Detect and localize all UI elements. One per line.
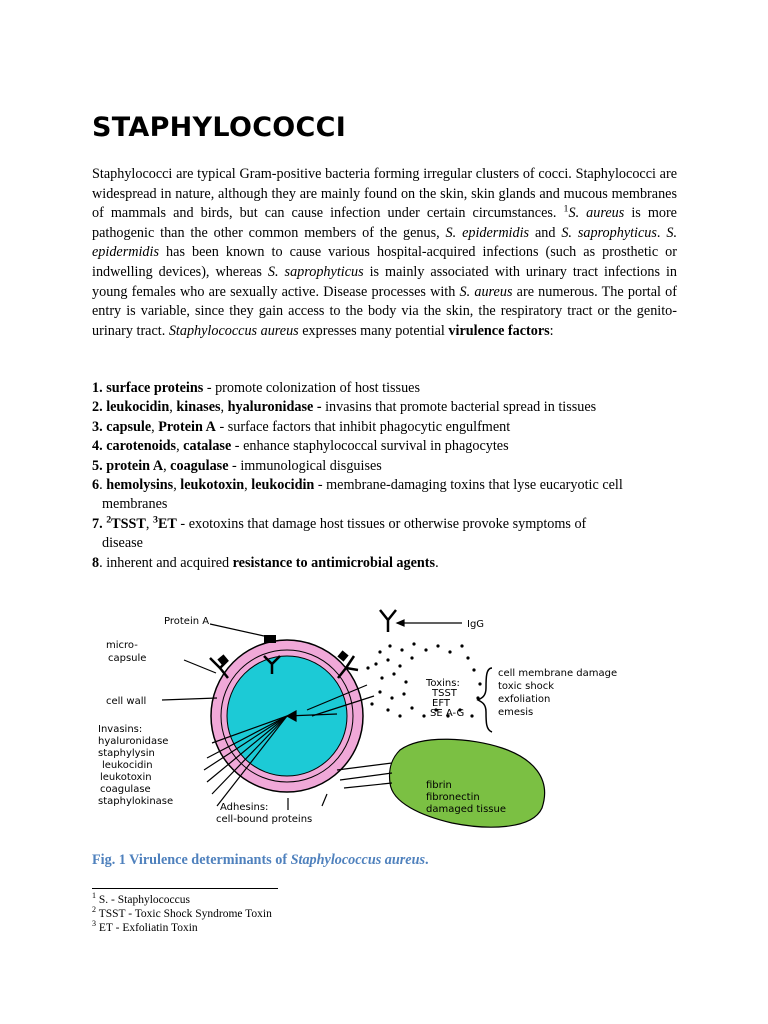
list-item xyxy=(92,554,682,573)
list-item: 5. protein A, coagulase - immunological disguises xyxy=(92,457,382,474)
label-micro: micro- xyxy=(106,640,138,651)
figure-caption xyxy=(92,852,429,869)
item-number: 1 xyxy=(92,380,100,396)
intro-text: has been known to cause various hospital-acquired infections (such as prosthetic or indwelling devices), whereas xyxy=(92,244,677,280)
item-number: 2 xyxy=(92,399,100,416)
footnote-ref: 1 xyxy=(563,203,569,215)
species-name: S. epidermidis xyxy=(92,224,677,261)
protein-a-marker xyxy=(264,635,276,643)
intro-text: is mainly associated with urinary tract infections in young females who are sexually active. Disease processes with xyxy=(92,263,678,300)
intro-text: . xyxy=(656,224,667,241)
brace xyxy=(478,668,492,732)
item-number: 6 xyxy=(92,477,100,494)
list-item: 7. $^2$TSST, $^3$ET - exotoxins that damage host tissues or otherwise provoke symptoms of disease xyxy=(92,514,587,552)
intro-text: Staphylococci are typical Gram-positive bacteria forming irregular clusters of cocci. Staphylococci are widespread in nature, although they are mainly found on the skin, skin glands and mucous membranes of mammals and birds, but can cause infection under certain circumstances. xyxy=(92,166,677,222)
species-name: S. epidermidis xyxy=(445,224,530,241)
item-text: - membrane-damaging toxins that lyse eucaryotic cell xyxy=(314,477,623,494)
label-tsst: TSST xyxy=(432,688,457,699)
item-term: Protein A xyxy=(158,418,216,435)
label-fibrin: fibrin xyxy=(426,780,452,791)
label-cell-bound: cell-bound proteins xyxy=(216,814,313,825)
footnote-divider xyxy=(92,888,278,889)
label-toxic-shock: toxic shock xyxy=(498,681,555,692)
item-number: 4 xyxy=(92,438,100,455)
footnote-number: 2 xyxy=(92,905,97,915)
species-name: S. aureus xyxy=(459,283,513,300)
item-text: disease xyxy=(102,535,143,552)
page-title: STAPHYLOCOCCI xyxy=(92,112,347,143)
item-term: surface proteins xyxy=(106,380,204,396)
virulence-term: virulence factors xyxy=(448,322,550,339)
item-text: - promote colonization of host tissues xyxy=(203,380,420,396)
footnotes xyxy=(92,893,272,935)
label-sea: SE A-G xyxy=(430,708,465,719)
item-term: catalase xyxy=(183,438,232,455)
footnote-number: 3 xyxy=(92,919,97,929)
virulence-diagram xyxy=(92,598,652,838)
species-name: S. saprophyticus xyxy=(561,224,657,241)
label-coagulase: coagulase xyxy=(100,784,151,795)
footnote xyxy=(92,921,272,935)
item-term: hemolysins xyxy=(106,477,174,494)
label-damaged-tissue: damaged tissue xyxy=(426,804,506,815)
footnote-number: 1 xyxy=(92,891,97,901)
intro-text: is more pathogenic than the other common members of the genus, xyxy=(92,205,677,241)
intro-paragraph xyxy=(92,165,677,341)
item-term: carotenoids xyxy=(106,438,177,455)
item-term: TSST xyxy=(111,515,146,532)
intro-text: are numerous. The portal of entry is variable, since they gain access to the body via the skin, the respiratory tract or the genito-urinary tract. xyxy=(92,283,677,339)
label-exfoliation: exfoliation xyxy=(498,694,551,705)
label-fibronectin: fibronectin xyxy=(426,792,480,803)
label-cell-membrane-damage: cell membrane damage xyxy=(498,668,618,679)
label-cell-wall: cell wall xyxy=(106,696,147,707)
item-term: leukotoxin xyxy=(180,477,245,494)
item-term: ET xyxy=(157,515,177,532)
caption-text: Fig. 1 Virulence determinants of xyxy=(92,852,291,868)
label-toxins: Toxins: xyxy=(426,678,460,689)
item-number: 8 xyxy=(92,554,100,571)
footnote-text: S. - Staphylococcus xyxy=(96,894,190,906)
footnote-text: ET - Exfoliatin Toxin xyxy=(96,922,198,934)
label-leukotoxin: leukotoxin xyxy=(100,772,152,783)
item-text: invasins that promote bacterial spread in tissues xyxy=(321,399,597,416)
label-protein-a: Protein A xyxy=(164,616,210,627)
label-leukocidin: leukocidin xyxy=(102,760,153,771)
label-staphylysin: staphylysin xyxy=(98,748,155,759)
label-eft: EFT xyxy=(432,698,451,709)
label-staphylokinase: staphylokinase xyxy=(98,796,174,807)
item-number: 5 xyxy=(92,457,100,474)
caption-text: . xyxy=(425,852,429,868)
label-igg: IgG xyxy=(467,619,485,630)
intro-text: : xyxy=(549,322,554,339)
list-item: 1. surface proteins - promote colonization of host tissues xyxy=(92,380,420,396)
label-invasins: Invasins: xyxy=(98,724,143,735)
item-text: - enhance staphylococcal survival in phagocytes xyxy=(231,438,509,455)
item-text: - surface factors that inhibit phagocytic engulfment xyxy=(215,418,511,435)
item-number: 3 xyxy=(92,418,100,435)
intro-text: and xyxy=(529,224,562,241)
item-term: hyaluronidase - xyxy=(227,399,322,416)
item-term: leukocidin xyxy=(106,399,170,416)
list-item: 3. capsule, Protein A - surface factors that inhibit phagocytic engulfment xyxy=(92,418,511,435)
footnote-ref: 2 xyxy=(106,514,112,526)
caption-species: Staphylococcus aureus xyxy=(290,852,426,868)
footnote xyxy=(92,893,272,907)
item-text: membranes xyxy=(102,496,168,513)
species-name: S. saprophyticus xyxy=(267,263,364,280)
species-name: S. aureus xyxy=(568,205,625,222)
species-name: Staphylococcus aureus xyxy=(168,322,299,339)
label-emesis: emesis xyxy=(498,707,534,718)
item-text: . xyxy=(435,554,439,571)
footnote-ref: 3 xyxy=(152,514,158,526)
list-item: 6. hemolysins, leukotoxin, leukocidin - membrane-damaging toxins that lyse eucaryotic cell membranes xyxy=(92,477,623,513)
item-term: coagulase xyxy=(170,457,229,474)
footnote-text: TSST - Toxic Shock Syndrome Toxin xyxy=(96,908,272,920)
item-term: leukocidin xyxy=(251,477,315,494)
item-term: capsule xyxy=(106,418,152,435)
list-item: 2. leukocidin, kinases, hyaluronidase - invasins that promote bacterial spread in tissues xyxy=(92,399,597,416)
item-term: resistance to antimicrobial agents xyxy=(232,554,436,571)
footnote xyxy=(92,907,272,921)
virulence-factor-list xyxy=(92,379,682,573)
item-term: protein A xyxy=(106,457,164,474)
item-text: - immunological disguises xyxy=(228,457,382,474)
intro-text: expresses many potential xyxy=(298,322,449,339)
item-term: kinases xyxy=(176,399,221,416)
label-hyaluronidase: hyaluronidase xyxy=(98,736,169,747)
list-item: 4. carotenoids, catalase - enhance staphylococcal survival in phagocytes xyxy=(92,438,509,455)
label-capsule: capsule xyxy=(108,653,147,664)
item-text: . inherent and acquired xyxy=(99,554,233,571)
toxin-dots xyxy=(366,642,481,717)
item-number: 7. xyxy=(92,515,107,532)
label-adhesins: Adhesins: xyxy=(220,802,269,813)
item-text: - exotoxins that damage host tissues or otherwise provoke symptoms of xyxy=(176,515,587,532)
